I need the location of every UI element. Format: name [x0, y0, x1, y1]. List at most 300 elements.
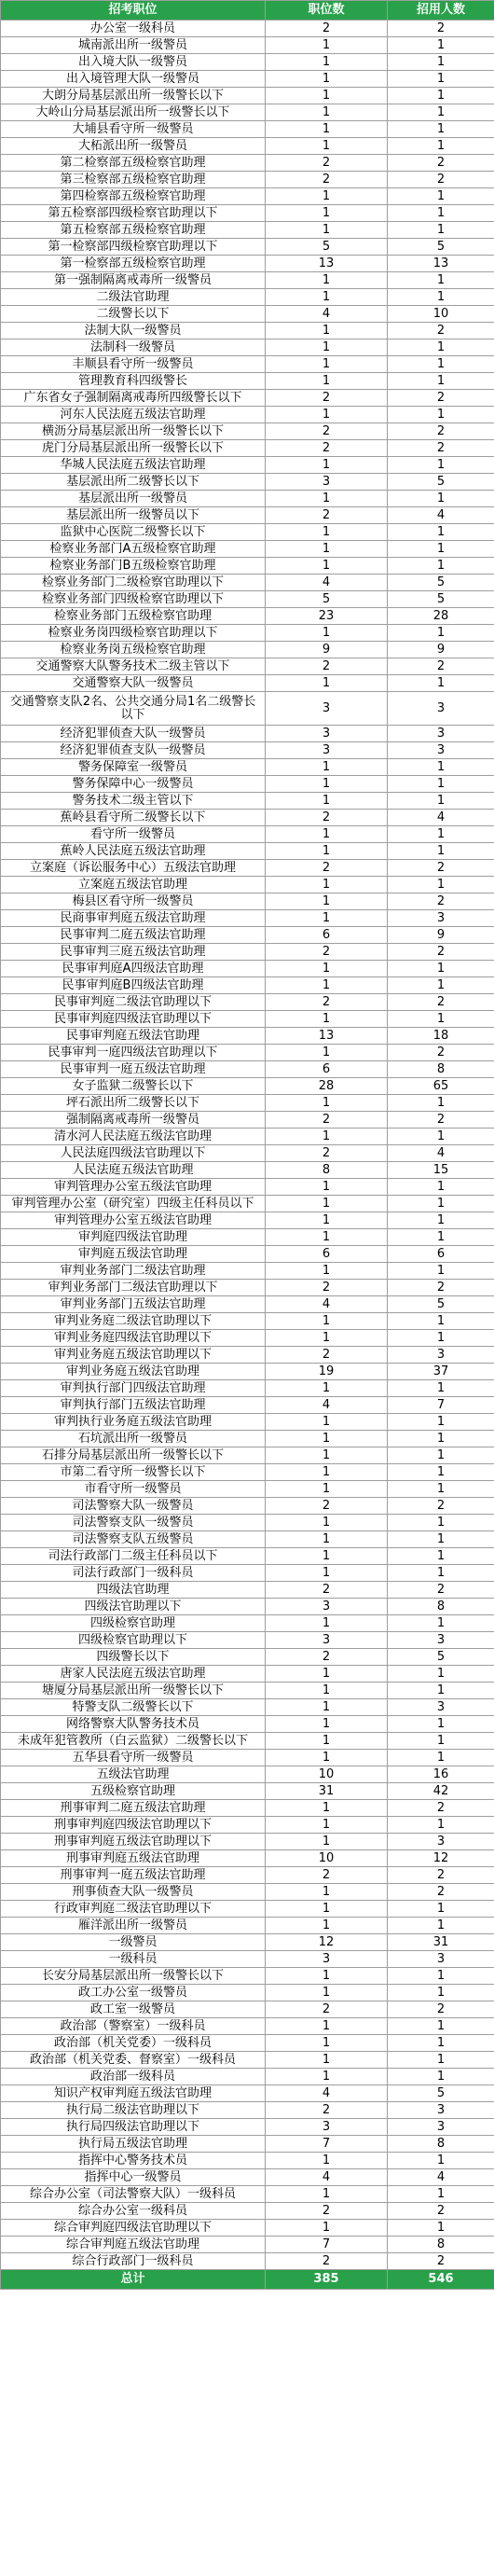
table-row [1, 1565, 494, 1582]
hire-count-cell: 1 [388, 2153, 494, 2169]
position-cell: 四级检察官助理 [1, 1615, 266, 1632]
position-cell: 政工办公室一级警员 [1, 1985, 266, 2001]
position-count-cell: 1 [266, 356, 388, 373]
position-count-cell: 3 [266, 1599, 388, 1615]
table-row [1, 1867, 494, 1884]
position-cell: 四级法官助理以下 [1, 1599, 266, 1615]
hire-count-cell: 1 [388, 1414, 494, 1431]
hire-count-cell: 1 [388, 541, 494, 558]
table-row [1, 1699, 494, 1716]
table-row [1, 1179, 494, 1196]
position-cell: 第五检察部四级检察官助理以下 [1, 205, 266, 222]
table-row [1, 2102, 494, 2119]
position-count-cell: 1 [266, 54, 388, 71]
table-row [1, 1129, 494, 1145]
table-row [1, 1599, 494, 1615]
table-row [1, 423, 494, 440]
position-count-cell: 1 [266, 205, 388, 222]
hire-count-cell: 1 [388, 759, 494, 776]
table-row [1, 625, 494, 642]
position-count-cell: 2 [266, 658, 388, 675]
hire-count-cell: 1 [388, 1918, 494, 1934]
hire-count-cell: 1 [388, 625, 494, 642]
table-row [1, 37, 494, 54]
position-count-cell: 2 [266, 155, 388, 172]
position-count-cell: 1 [266, 1330, 388, 1347]
position-cell: 办公室一级科员 [1, 21, 266, 37]
table-row [1, 1464, 494, 1481]
hire-count-cell: 3 [388, 1632, 494, 1649]
hire-count-cell: 1 [388, 2035, 494, 2052]
table-row [1, 1112, 494, 1129]
position-cell: 华城人民法庭五级法官助理 [1, 457, 266, 474]
position-cell: 网络警察大队警务技术员 [1, 1716, 266, 1733]
hire-count-cell: 1 [388, 1431, 494, 1447]
position-cell: 广东省女子强制隔离戒毒所四级警长以下 [1, 390, 266, 407]
hire-count-cell: 1 [388, 2052, 494, 2069]
hire-count-cell: 2 [388, 1045, 494, 1061]
table-row [1, 339, 494, 356]
hire-count-cell: 1 [388, 1330, 494, 1347]
table-row [1, 2153, 494, 2169]
table-row [1, 373, 494, 390]
hire-count-cell: 2 [388, 1582, 494, 1599]
hire-count-cell: 13 [388, 256, 494, 272]
position-cell: 河东人民法庭五级法官助理 [1, 407, 266, 423]
table-row [1, 843, 494, 860]
position-count-cell: 2 [266, 507, 388, 524]
position-count-cell: 1 [266, 1313, 388, 1330]
position-count-cell: 1 [266, 1817, 388, 1834]
header-hire-count: 招用人数 [388, 1, 494, 21]
position-cell: 大埔县看守所一级警员 [1, 121, 266, 138]
table-row [1, 121, 494, 138]
table-row [1, 474, 494, 491]
hire-count-cell: 42 [388, 1783, 494, 1800]
position-count-cell: 1 [266, 1918, 388, 1934]
position-count-cell: 1 [266, 1011, 388, 1028]
position-cell: 刑事侦查大队一级警员 [1, 1884, 266, 1901]
hire-count-cell: 2 [388, 893, 494, 910]
position-count-cell: 1 [266, 1515, 388, 1531]
table-row [1, 541, 494, 558]
hire-count-cell: 7 [388, 1397, 494, 1414]
hire-count-cell: 2 [388, 172, 494, 188]
position-cell: 刑事审判庭五级法官助理 [1, 1850, 266, 1867]
table-row [1, 927, 494, 944]
position-count-cell: 12 [266, 1934, 388, 1951]
table-row [1, 1632, 494, 1649]
position-cell: 五级检察官助理 [1, 1783, 266, 1800]
table-row [1, 1582, 494, 1599]
position-cell: 第二检察部五级检察官助理 [1, 155, 266, 172]
position-count-cell: 31 [266, 1783, 388, 1800]
table-row [1, 1246, 494, 1263]
position-cell: 第一检察部五级检察官助理 [1, 256, 266, 272]
table-row [1, 558, 494, 575]
hire-count-cell: 2 [388, 994, 494, 1011]
hire-count-cell: 1 [388, 1565, 494, 1582]
hire-count-cell: 9 [388, 642, 494, 658]
position-count-cell: 13 [266, 1028, 388, 1045]
position-cell: 执行局四级法官助理以下 [1, 2119, 266, 2136]
table-row [1, 524, 494, 541]
position-count-cell: 1 [266, 1045, 388, 1061]
header-row [1, 1, 494, 21]
hire-count-cell: 1 [388, 1901, 494, 1918]
hire-count-cell: 1 [388, 222, 494, 239]
position-cell: 一级科员 [1, 1951, 266, 1968]
table-row [1, 1313, 494, 1330]
position-count-cell: 2 [266, 2102, 388, 2119]
table-row [1, 2119, 494, 2136]
position-count-cell: 4 [266, 306, 388, 323]
table-row [1, 759, 494, 776]
position-count-cell: 4 [266, 2085, 388, 2102]
position-count-cell: 2 [266, 944, 388, 961]
position-cell: 审判业务庭五级法官助理 [1, 1364, 266, 1380]
table-row [1, 1481, 494, 1498]
position-cell: 刑事审判一庭五级法官助理 [1, 1867, 266, 1884]
position-count-cell: 1 [266, 2069, 388, 2085]
table-row [1, 1028, 494, 1045]
table-row [1, 1901, 494, 1918]
hire-count-cell: 3 [388, 2119, 494, 2136]
position-cell: 横沥分局基层派出所一级警长以下 [1, 423, 266, 440]
hire-count-cell: 2 [388, 390, 494, 407]
total-position-count: 385 [266, 2270, 388, 2290]
hire-count-cell: 1 [388, 1817, 494, 1834]
position-cell: 检察业务部门A五级检察官助理 [1, 541, 266, 558]
hire-count-cell: 1 [388, 188, 494, 205]
table-row [1, 1850, 494, 1867]
position-count-cell: 2 [266, 1280, 388, 1296]
table-row [1, 1212, 494, 1229]
table-row [1, 1800, 494, 1817]
position-cell: 司法行政部门一级科员 [1, 1565, 266, 1582]
position-count-cell: 4 [266, 1397, 388, 1414]
position-count-cell: 1 [266, 71, 388, 88]
table-row [1, 1229, 494, 1246]
position-count-cell: 2 [266, 994, 388, 1011]
table-row [1, 1884, 494, 1901]
hire-count-cell: 5 [388, 2085, 494, 2102]
position-cell: 监狱中心医院二级警长以下 [1, 524, 266, 541]
hire-count-cell: 1 [388, 373, 494, 390]
table-row [1, 88, 494, 104]
hire-count-cell: 2 [388, 1800, 494, 1817]
hire-count-cell: 1 [388, 826, 494, 843]
hire-count-cell: 2 [388, 1884, 494, 1901]
table-row [1, 289, 494, 306]
hire-count-cell: 2 [388, 155, 494, 172]
position-count-cell: 1 [266, 524, 388, 541]
position-cell: 执行局二级法官助理以下 [1, 2102, 266, 2119]
position-count-cell: 13 [266, 256, 388, 272]
hire-count-cell: 1 [388, 558, 494, 575]
hire-count-cell: 65 [388, 1078, 494, 1095]
position-cell: 管理教育科四级警长 [1, 373, 266, 390]
position-cell: 大朗分局基层派出所一级警长以下 [1, 88, 266, 104]
position-count-cell: 1 [266, 2153, 388, 2169]
position-count-cell: 2 [266, 1347, 388, 1364]
hire-count-cell: 1 [388, 2018, 494, 2035]
position-count-cell: 1 [266, 1750, 388, 1766]
position-count-cell: 1 [266, 2220, 388, 2237]
position-count-cell: 1 [266, 625, 388, 642]
table-row [1, 944, 494, 961]
position-cell: 知识产权审判庭五级法官助理 [1, 2085, 266, 2102]
hire-count-cell: 37 [388, 1364, 494, 1380]
hire-count-cell: 1 [388, 776, 494, 793]
hire-count-cell: 1 [388, 289, 494, 306]
position-cell: 刑事审判庭四级法官助理以下 [1, 1817, 266, 1834]
hire-count-cell: 1 [388, 1179, 494, 1196]
position-count-cell: 1 [266, 2035, 388, 2052]
position-count-cell: 7 [266, 2136, 388, 2153]
position-count-cell: 9 [266, 642, 388, 658]
position-cell: 石坑派出所一级警员 [1, 1431, 266, 1447]
position-cell: 民事审判庭二级法官助理以下 [1, 994, 266, 1011]
table-row [1, 961, 494, 977]
position-cell: 市看守所一级警员 [1, 1481, 266, 1498]
position-cell: 经济犯罪侦查支队一级警员 [1, 742, 266, 759]
hire-count-cell: 8 [388, 2136, 494, 2153]
table-row [1, 1951, 494, 1968]
table-row [1, 877, 494, 893]
hire-count-cell: 1 [388, 71, 494, 88]
position-count-cell: 1 [266, 1481, 388, 1498]
position-cell: 政工室一级警员 [1, 2001, 266, 2018]
position-count-cell: 2 [266, 1649, 388, 1666]
position-count-cell: 2 [266, 860, 388, 877]
position-count-cell: 1 [266, 1733, 388, 1750]
position-cell: 检察业务部门二级检察官助理以下 [1, 575, 266, 591]
table-row [1, 1750, 494, 1766]
hire-count-cell: 1 [388, 121, 494, 138]
position-cell: 政治部一级科员 [1, 2069, 266, 2085]
position-count-cell: 1 [266, 1834, 388, 1850]
position-cell: 综合行政部门一级科员 [1, 2253, 266, 2270]
position-cell: 市第二看守所一级警长以下 [1, 1464, 266, 1481]
position-count-cell: 1 [266, 977, 388, 994]
table-row [1, 306, 494, 323]
hire-count-cell: 1 [388, 272, 494, 289]
hire-count-cell: 3 [388, 1347, 494, 1364]
hire-count-cell: 2 [388, 1112, 494, 1129]
position-count-cell: 4 [266, 2169, 388, 2186]
position-cell: 法制大队一级警员 [1, 323, 266, 339]
hire-count-cell: 1 [388, 1531, 494, 1548]
position-cell: 基层派出所二级警长以下 [1, 474, 266, 491]
hire-count-cell: 1 [388, 977, 494, 994]
position-count-cell: 1 [266, 1716, 388, 1733]
position-cell: 特警支队二级警长以下 [1, 1699, 266, 1716]
table-row [1, 1280, 494, 1296]
position-count-cell: 1 [266, 776, 388, 793]
hire-count-cell: 1 [388, 104, 494, 121]
position-count-cell: 1 [266, 1380, 388, 1397]
position-count-cell: 6 [266, 927, 388, 944]
position-cell: 五华县看守所一级警员 [1, 1750, 266, 1766]
table-row [1, 222, 494, 239]
hire-count-cell: 1 [388, 1548, 494, 1565]
position-count-cell: 5 [266, 591, 388, 608]
table-row [1, 104, 494, 121]
table-row [1, 1934, 494, 1951]
table-row [1, 1968, 494, 1985]
position-count-cell: 2 [266, 2203, 388, 2220]
position-cell: 行政审判庭二级法官助理以下 [1, 1901, 266, 1918]
hire-count-cell: 1 [388, 1985, 494, 2001]
position-cell: 司法警察支队一级警员 [1, 1515, 266, 1531]
table-row [1, 256, 494, 272]
position-cell: 民事审判庭五级法官助理 [1, 1028, 266, 1045]
table-row [1, 826, 494, 843]
hire-count-cell: 1 [388, 675, 494, 692]
position-count-cell: 1 [266, 893, 388, 910]
hire-count-cell: 1 [388, 457, 494, 474]
position-cell: 城南派出所一级警员 [1, 37, 266, 54]
hire-count-cell: 4 [388, 507, 494, 524]
header-position-count: 职位数 [266, 1, 388, 21]
position-count-cell: 7 [266, 2237, 388, 2253]
position-cell: 民事审判一庭五级法官助理 [1, 1061, 266, 1078]
hire-count-cell: 1 [388, 1615, 494, 1632]
table-row [1, 2018, 494, 2035]
position-count-cell: 1 [266, 339, 388, 356]
table-row [1, 2253, 494, 2270]
position-cell: 民事审判庭B四级法官助理 [1, 977, 266, 994]
position-cell: 强制隔离戒毒所一级警员 [1, 1112, 266, 1129]
position-count-cell: 2 [266, 810, 388, 826]
position-cell: 大柘派出所一级警员 [1, 138, 266, 155]
hire-count-cell: 8 [388, 2237, 494, 2253]
position-count-cell: 2 [266, 390, 388, 407]
position-cell: 民事审判三庭五级法官助理 [1, 944, 266, 961]
position-cell: 看守所一级警员 [1, 826, 266, 843]
position-cell: 基层派出所一级警员 [1, 491, 266, 507]
position-cell: 警务保障室一级警员 [1, 759, 266, 776]
position-cell: 执行局五级法官助理 [1, 2136, 266, 2153]
table-row [1, 994, 494, 1011]
position-cell: 基层派出所一级警员以下 [1, 507, 266, 524]
hire-count-cell: 1 [388, 339, 494, 356]
position-count-cell: 23 [266, 608, 388, 625]
hire-count-cell: 1 [388, 1095, 494, 1112]
position-count-cell: 1 [266, 1447, 388, 1464]
position-count-cell: 1 [266, 138, 388, 155]
position-cell: 二级法官助理 [1, 289, 266, 306]
table-row [1, 1783, 494, 1800]
table-row [1, 1666, 494, 1683]
hire-count-cell: 1 [388, 138, 494, 155]
table-row [1, 2169, 494, 2186]
table-row [1, 172, 494, 188]
position-count-cell: 1 [266, 961, 388, 977]
position-count-cell: 1 [266, 373, 388, 390]
table-row [1, 323, 494, 339]
table-row [1, 1683, 494, 1699]
hire-count-cell: 8 [388, 1599, 494, 1615]
table-row [1, 138, 494, 155]
position-cell: 检察业务岗四级检察官助理以下 [1, 625, 266, 642]
position-cell: 塘厦分局基层派出所一级警长以下 [1, 1683, 266, 1699]
position-count-cell: 1 [266, 1095, 388, 1112]
hire-count-cell: 1 [388, 1229, 494, 1246]
position-cell: 蕉岭人民法庭五级法官助理 [1, 843, 266, 860]
position-count-cell: 1 [266, 1666, 388, 1683]
table-row [1, 1817, 494, 1834]
position-cell: 司法行政部门二级主任科员以下 [1, 1548, 266, 1565]
table-row [1, 1716, 494, 1733]
table-row [1, 205, 494, 222]
position-count-cell: 3 [266, 1632, 388, 1649]
hire-count-cell: 3 [388, 692, 494, 726]
position-count-cell: 1 [266, 1565, 388, 1582]
hire-count-cell: 3 [388, 742, 494, 759]
hire-count-cell: 3 [388, 2102, 494, 2119]
position-count-cell: 1 [266, 1901, 388, 1918]
position-count-cell: 1 [266, 323, 388, 339]
table-row [1, 860, 494, 877]
table-row [1, 1766, 494, 1783]
hire-count-cell: 1 [388, 877, 494, 893]
position-cell: 检察业务部门B五级检察官助理 [1, 558, 266, 575]
hire-count-cell: 6 [388, 1246, 494, 1263]
table-row [1, 390, 494, 407]
table-row [1, 1414, 494, 1431]
position-count-cell: 10 [266, 1766, 388, 1783]
table-row [1, 1145, 494, 1162]
position-cell: 第一强制隔离戒毒所一级警员 [1, 272, 266, 289]
position-count-cell: 1 [266, 793, 388, 810]
position-cell: 丰顺县看守所一级警员 [1, 356, 266, 373]
hire-count-cell: 1 [388, 1447, 494, 1464]
hire-count-cell: 1 [388, 1733, 494, 1750]
hire-count-cell: 1 [388, 843, 494, 860]
hire-count-cell: 1 [388, 37, 494, 54]
hire-count-cell: 12 [388, 1850, 494, 1867]
position-count-cell: 6 [266, 1246, 388, 1263]
hire-count-cell: 1 [388, 54, 494, 71]
position-count-cell: 1 [266, 1968, 388, 1985]
position-cell: 审判管理办公室五级法官助理 [1, 1212, 266, 1229]
position-cell: 审判业务部门二级法官助理以下 [1, 1280, 266, 1296]
position-cell: 二级警长以下 [1, 306, 266, 323]
table-row [1, 608, 494, 625]
table-row [1, 1162, 494, 1179]
position-cell: 虎门分局基层派出所一级警长以下 [1, 440, 266, 457]
position-count-cell: 1 [266, 1414, 388, 1431]
position-count-cell: 2 [266, 1498, 388, 1515]
position-count-cell: 3 [266, 742, 388, 759]
position-count-cell: 4 [266, 1296, 388, 1313]
position-cell: 雁洋派出所一级警员 [1, 1918, 266, 1934]
position-count-cell: 10 [266, 1850, 388, 1867]
hire-count-cell: 2 [388, 423, 494, 440]
position-cell: 审判执行部门五级法官助理 [1, 1397, 266, 1414]
hire-count-cell: 3 [388, 910, 494, 927]
position-count-cell: 2 [266, 1112, 388, 1129]
position-cell: 女子监狱二级警长以下 [1, 1078, 266, 1095]
hire-count-cell: 2 [388, 944, 494, 961]
table-row [1, 2035, 494, 2052]
hire-count-cell: 2 [388, 21, 494, 37]
hire-count-cell: 8 [388, 1061, 494, 1078]
position-cell: 审判业务部门二级法官助理 [1, 1263, 266, 1280]
position-count-cell: 6 [266, 1061, 388, 1078]
